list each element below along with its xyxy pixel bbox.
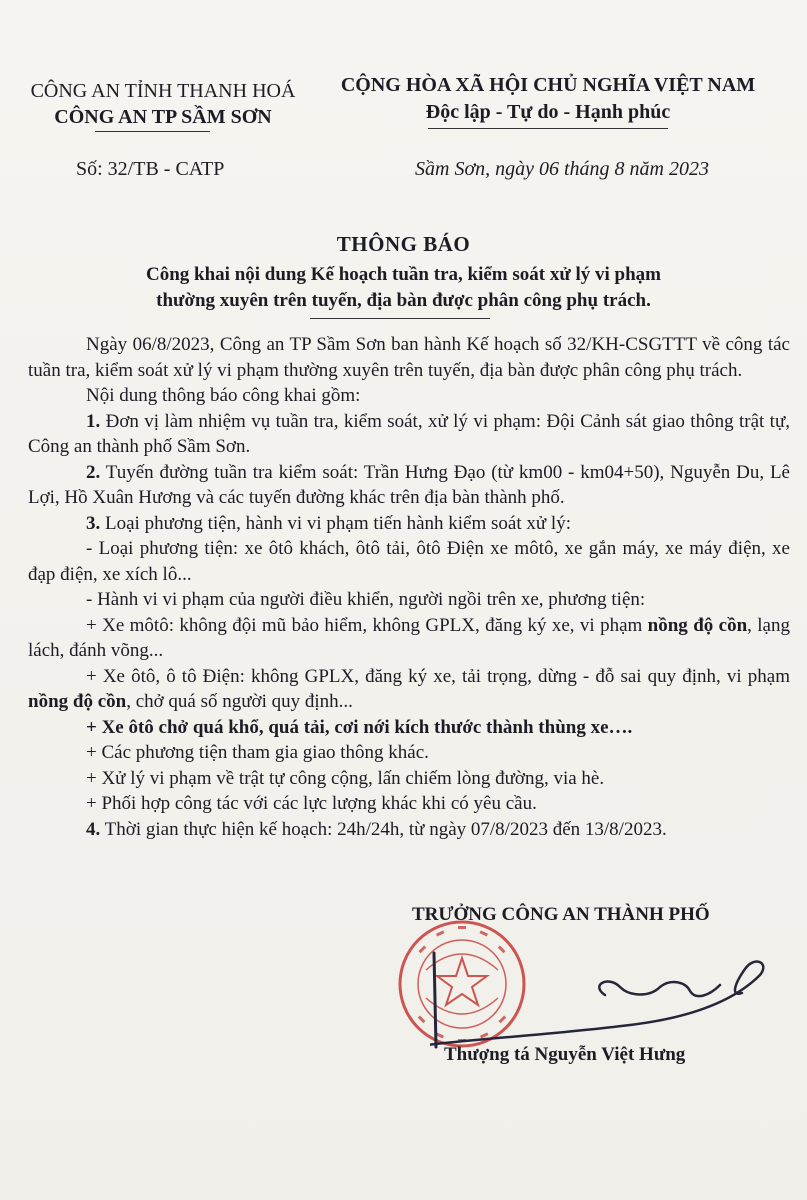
motto-underline [428,128,668,129]
violations-heading: - Hành vi vi phạm của người điều khiển, người ngồi trên xe, phương tiện: [86,589,646,610]
signer-name: Thượng tá Nguyễn Việt Hưng [444,1044,686,1065]
motorbike-violations [28,613,790,664]
item-2-text: Tuyến đường tuần tra kiểm soát: Trần Hưng Đạo (từ km00 - km04+50), Nguyễn Du, Lê Lợi, Hồ Xuân Hương và các tuyến đường khác trên địa bàn thành phố. [28,461,790,508]
item-2-number: 2. [86,461,101,483]
document-title: THÔNG BÁO [336,232,471,256]
alcohol-term: nồng độ cồn [28,691,127,712]
issuing-agency [28,78,298,130]
subtitle-line-2: thường xuyên trên tuyến, địa bàn được phân công phụ trách. [156,290,651,311]
place-date: Sầm Sơn, ngày 06 tháng 8 năm 2023 [415,158,709,180]
subtitle-line-1: Công khai nội dung Kế hoạch tuần tra, kiểm soát xử lý vi phạm [146,264,661,285]
item-3-number: 3. [86,512,101,534]
document-subtitle [60,262,747,314]
car-text: + Xe ôtô, ô tô Điện: không GPLX, đăng ký xe, tải trọng, dừng - đỗ sai quy định, vi phạm [86,665,790,687]
national-heading [318,72,778,126]
item-1 [28,409,790,460]
agency-name: CÔNG AN TP SẦM SƠN [54,106,272,128]
other-vehicles: + Các phương tiện tham gia giao thông khác. [86,742,429,763]
public-order: + Xử lý vi phạm về trật tự công cộng, lấn chiếm lòng đường, via hè. [86,767,605,789]
oversize-violations: + Xe ôtô chở quá khổ, quá tải, cơi nới kích thước thành thùng xe…. [86,716,633,738]
item-3 [28,511,790,537]
item-3-text: Loại phương tiện, hành vi vi phạm tiến hành kiểm soát xử lý: [105,512,571,534]
subtitle-underline [310,318,490,319]
item-4-text: Thời gian thực hiện kế hoạch: 24h/24h, từ ngày 07/8/2023 đến 13/8/2023. [104,818,667,840]
alcohol-term: nồng độ cồn [647,614,748,636]
vehicle-types: - Loại phương tiện: xe ôtô khách, ôtô tải, ôtô Điện xe môtô, xe gắn máy, xe máy điện, xe đạp điện, xe xích lô... [28,538,790,585]
item-4-number: 4. [86,818,101,840]
motto: Độc lập - Tự do - Hạnh phúc [425,101,671,123]
car-violations [28,664,790,715]
coordination: + Phối hợp công tác với các lực lượng khác khi có yêu cầu. [86,793,537,814]
item-1-number: 1. [86,410,101,432]
signer-title: TRƯỞNG CÔNG AN THÀNH PHỐ [412,904,710,925]
document-body [28,332,790,842]
car-text-end: , chở quá số người quy định... [126,691,353,712]
agency-underline [95,131,210,132]
country-name: CỘNG HÒA XÃ HỘI CHỦ NGHĨA VIỆT NAM [340,74,756,96]
intro-paragraph: Ngày 06/8/2023, Công an TP Sầm Sơn ban hành Kế hoạch số 32/KH-CSGTTT về công tác tuần tra, kiểm soát xử lý vi phạm thường xuyên trên tuyến, địa bàn được phân công phụ trách. [28,334,790,381]
motorbike-text-end: , lạng lách, đánh võng... [28,614,790,661]
parent-agency: CÔNG AN TỈNH THANH HOÁ [30,80,296,102]
document-number: Số: 32/TB - CATP [76,158,225,180]
item-4 [28,817,790,843]
item-1-text: Đơn vị làm nhiệm vụ tuần tra, kiểm soát, xử lý vi phạm: Đội Cảnh sát giao thông trật tự, Công an thành phố Sầm Sơn. [28,410,790,457]
handwritten-signature [430,935,780,1055]
motorbike-text: + Xe môtô: không đội mũ bảo hiểm, không GPLX, đăng ký xe, vi phạm [86,614,648,636]
content-heading: Nội dung thông báo công khai gồm: [86,385,361,406]
item-2 [28,460,790,511]
